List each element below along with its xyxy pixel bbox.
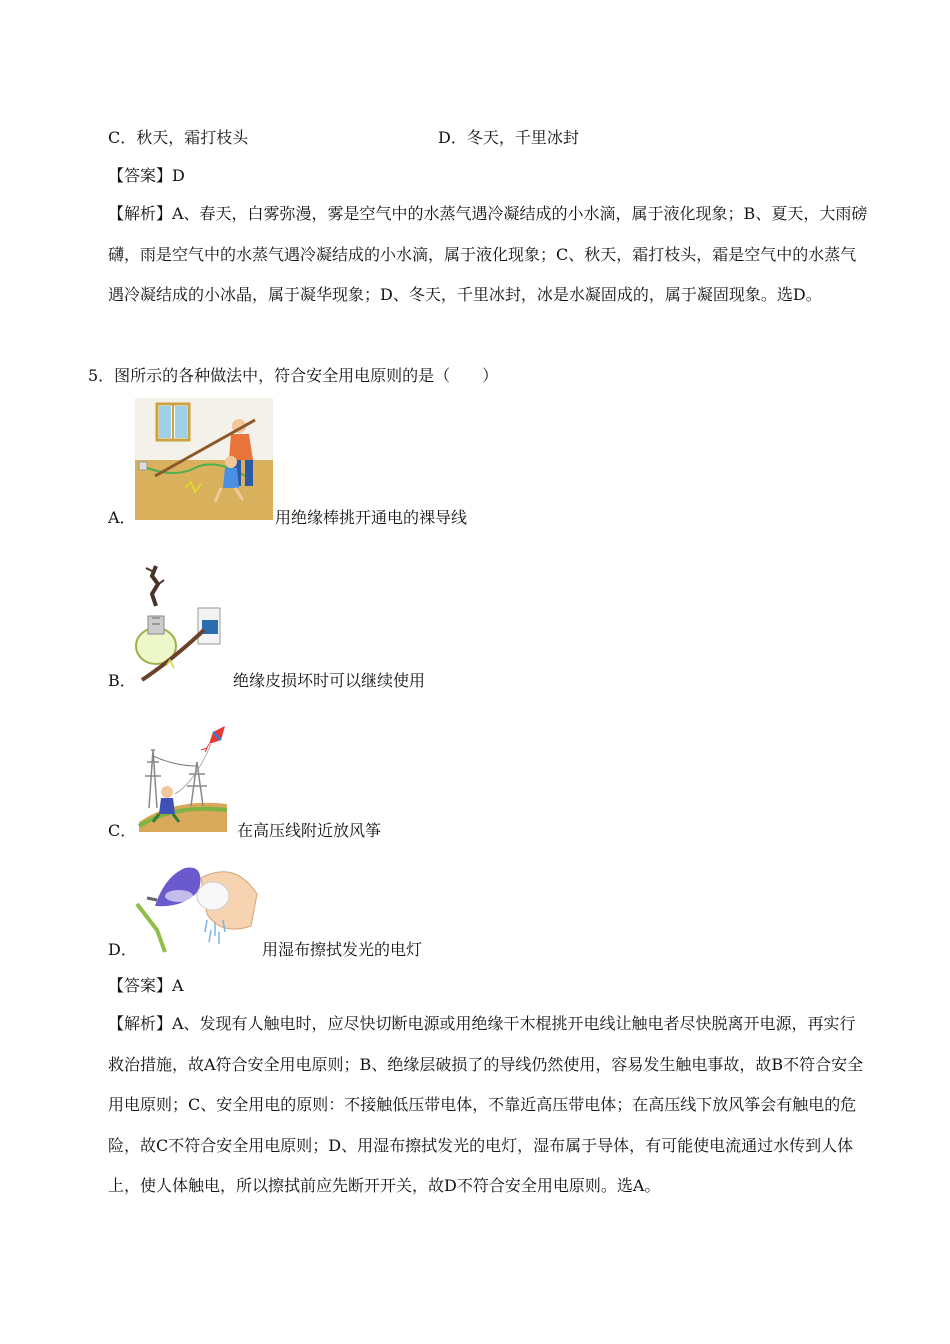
analysis: 【解析】A、发现有人触电时，应尽快切断电源或用绝缘干木棍挑开电线让触电者尽快脱离开电源，再实行救治措施，故A符合安全用电原则；B、绝缘层破损了的导线仍然使用，容易发生触电事故，故B不符合安全用电原则；C、安全用电的原则：不接触低压带电体，不靠近高压带电体；在高压线下放风筝会有触电的危险，故C不符合安全用电原则；D、用湿布擦拭发光的电灯，湿布属于导体，有可能使电流通过水传到人体上，使人体触电，所以擦拭前应先断开开关，故D不符合安全用电原则。选A。	[108, 1014, 864, 1195]
damaged-wire-illustration	[132, 564, 228, 684]
option-c-text: 在高压线附近放风筝	[237, 821, 382, 840]
option-d-text: 用湿布擦拭发光的电灯	[262, 940, 423, 959]
option-a-letter: A．	[108, 508, 136, 527]
option-c: C．秋天，霜打枝头	[108, 128, 249, 147]
question-stem: 5．图所示的各种做法中，符合安全用电原则的是（ ）	[88, 366, 499, 385]
option-d-letter: D．	[108, 940, 137, 959]
option-a-text: 用绝缘棒挑开通电的裸导线	[275, 508, 468, 527]
option-b-letter: B．	[108, 671, 136, 690]
analysis: 【解析】A、春天，白雾弥漫，雾是空气中的水蒸气遇冷凝结成的小水滴，属于液化现象；B、夏天，大雨磅礴，雨是空气中的水蒸气遇冷凝结成的小水滴，属于液化现象；C、秋天，霜打枝头，霜是空气中的水蒸气遇冷凝结成的小冰晶，属于凝华现象；D、冬天，千里冰封，冰是水凝固成的，属于凝固现象。选D。	[108, 204, 868, 304]
option-c-letter: C．	[108, 821, 137, 840]
rescue-illustration	[135, 398, 273, 520]
answer: 【答案】A	[108, 976, 184, 995]
kite-power-line-illustration	[135, 722, 231, 832]
lamp-wet-cloth-illustration	[135, 856, 259, 956]
option-d: D．冬天，千里冰封	[438, 128, 579, 147]
answer: 【答案】D	[108, 166, 185, 185]
option-b-text: 绝缘皮损坏时可以继续使用	[233, 671, 426, 690]
